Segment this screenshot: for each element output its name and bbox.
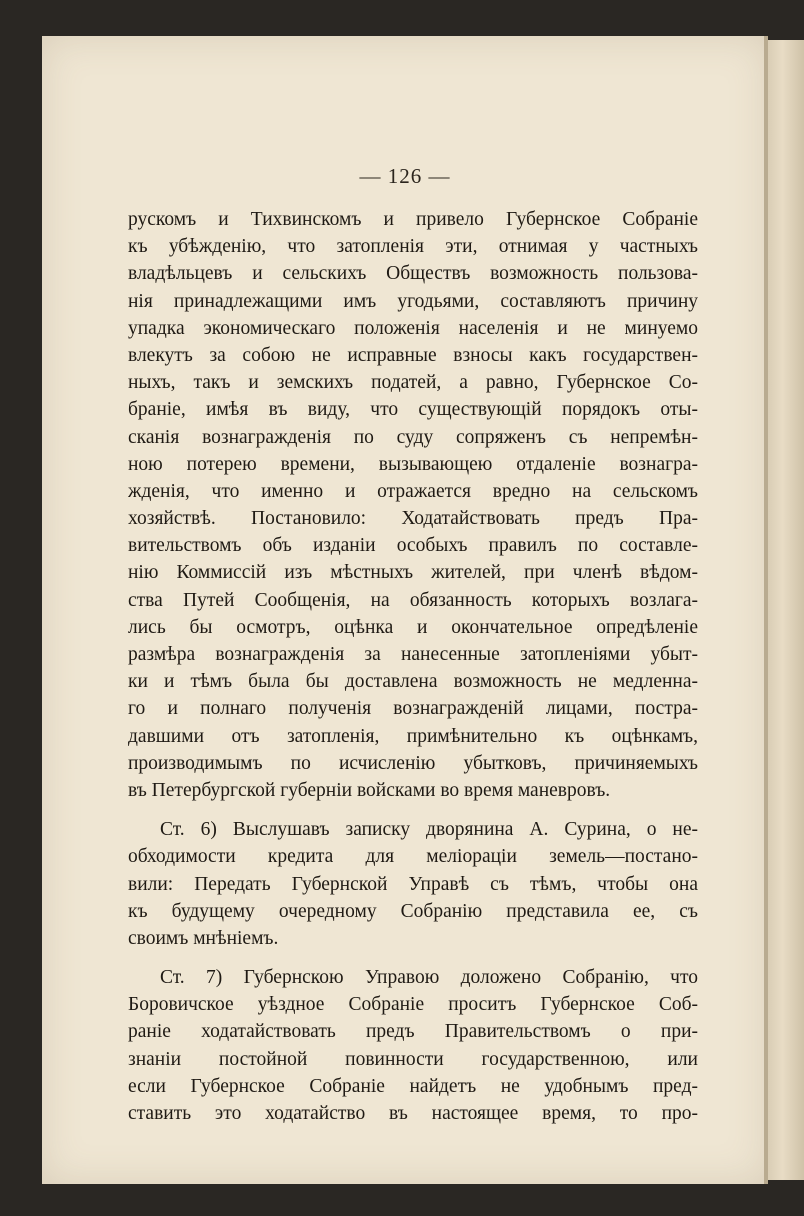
text-line: Ст. 6) Выслушавъ записку дворянина А. Сурина, о не- (160, 819, 698, 841)
text-line: производимымъ по исчисленію убытковъ, причиняемыхъ (128, 752, 698, 774)
text-line: нію Коммиссій изъ мѣстныхъ жителей, при членѣ вѣдом- (128, 562, 698, 584)
text-line: лись бы осмотръ, оцѣнка и окончательное опредѣленіе (128, 616, 698, 638)
text-line: размѣра вознагражденія за нанесенные затопленіями убыт- (128, 644, 698, 665)
text-line: ною потерею времени, вызывающею отдаленіе вознагра- (128, 453, 698, 475)
text-line: ства Путей Сообщенія, на обязанность которыхъ возлага- (128, 589, 698, 611)
text-line: сканія вознагражденія по суду сопряженъ съ непремѣн- (128, 426, 698, 448)
text-line: нія принадлежащими имъ угодьями, составляютъ причину (128, 290, 698, 312)
paragraph (128, 964, 698, 1127)
text-line: ки и тѣмъ была бы доставлена возможность не медленна- (128, 671, 698, 693)
text-line: ставить это ходатайство въ настоящее время, то про- (128, 1103, 698, 1124)
text-line: ныхъ, такъ и земскихъ податей, а равно, Губернское Со- (128, 372, 698, 394)
text-line: своимъ мнѣніемъ. (128, 927, 279, 949)
paragraph (128, 206, 698, 804)
text-line: къ будущему очередному Собранію представила ее, съ (128, 900, 698, 922)
text-line: го и полнаго полученія вознагражденій лицами, постра- (128, 698, 698, 720)
text-line: раніе ходатайствовать предъ Правительствомъ о при- (128, 1021, 698, 1043)
paragraph (128, 816, 698, 952)
page-number: — 126 — (359, 164, 451, 188)
text-line: вительствомъ объ изданіи особыхъ правилъ по составле- (128, 535, 698, 557)
text-line: обходимости кредита для меліораціи земель—постано- (128, 846, 698, 868)
text-line: влекутъ за собою не исправные взносы какъ государствен- (128, 344, 698, 366)
text-line: владѣльцевъ и сельскихъ Обществъ возможность пользова- (128, 263, 698, 285)
book-page (42, 36, 768, 1184)
text-line: знаніи постойной повинности государственною, или (128, 1048, 698, 1070)
text-line: хозяйствѣ. Постановило: Ходатайствовать предъ Пра- (128, 508, 698, 530)
text-line: вили: Передать Губернской Управѣ съ тѣмъ, чтобы она (128, 873, 698, 895)
paragraph-gap (128, 952, 698, 964)
paragraph-gap (128, 804, 698, 816)
text-line: жденія, что именно и отражается вредно на сельскомъ (128, 480, 698, 502)
text-line: браніе, имѣя въ виду, что существующій порядокъ оты- (128, 399, 698, 421)
text-line: если Губернское Собраніе найдетъ не удобнымъ пред- (128, 1075, 698, 1097)
text-line: упадка экономическаго положенія населенія и не минуемо (128, 317, 698, 339)
text-line: въ Петербургской губерніи войсками во время маневровъ. (128, 779, 611, 801)
text-line: Ст. 7) Губернскою Управою доложено Собранію, что (160, 967, 698, 989)
text-line: давшими отъ затопленія, примѣнительно къ оцѣнкамъ, (128, 725, 698, 747)
text-line: рускомъ и Тихвинскомъ и привело Губернское Собраніе (128, 209, 698, 230)
text-block (128, 206, 698, 1127)
next-page-edge (768, 40, 804, 1180)
text-line: Боровичское уѣздное Собраніе проситъ Губернское Соб- (128, 994, 698, 1016)
text-line: къ убѣжденію, что затопленія эти, отнимая у частныхъ (128, 236, 698, 258)
